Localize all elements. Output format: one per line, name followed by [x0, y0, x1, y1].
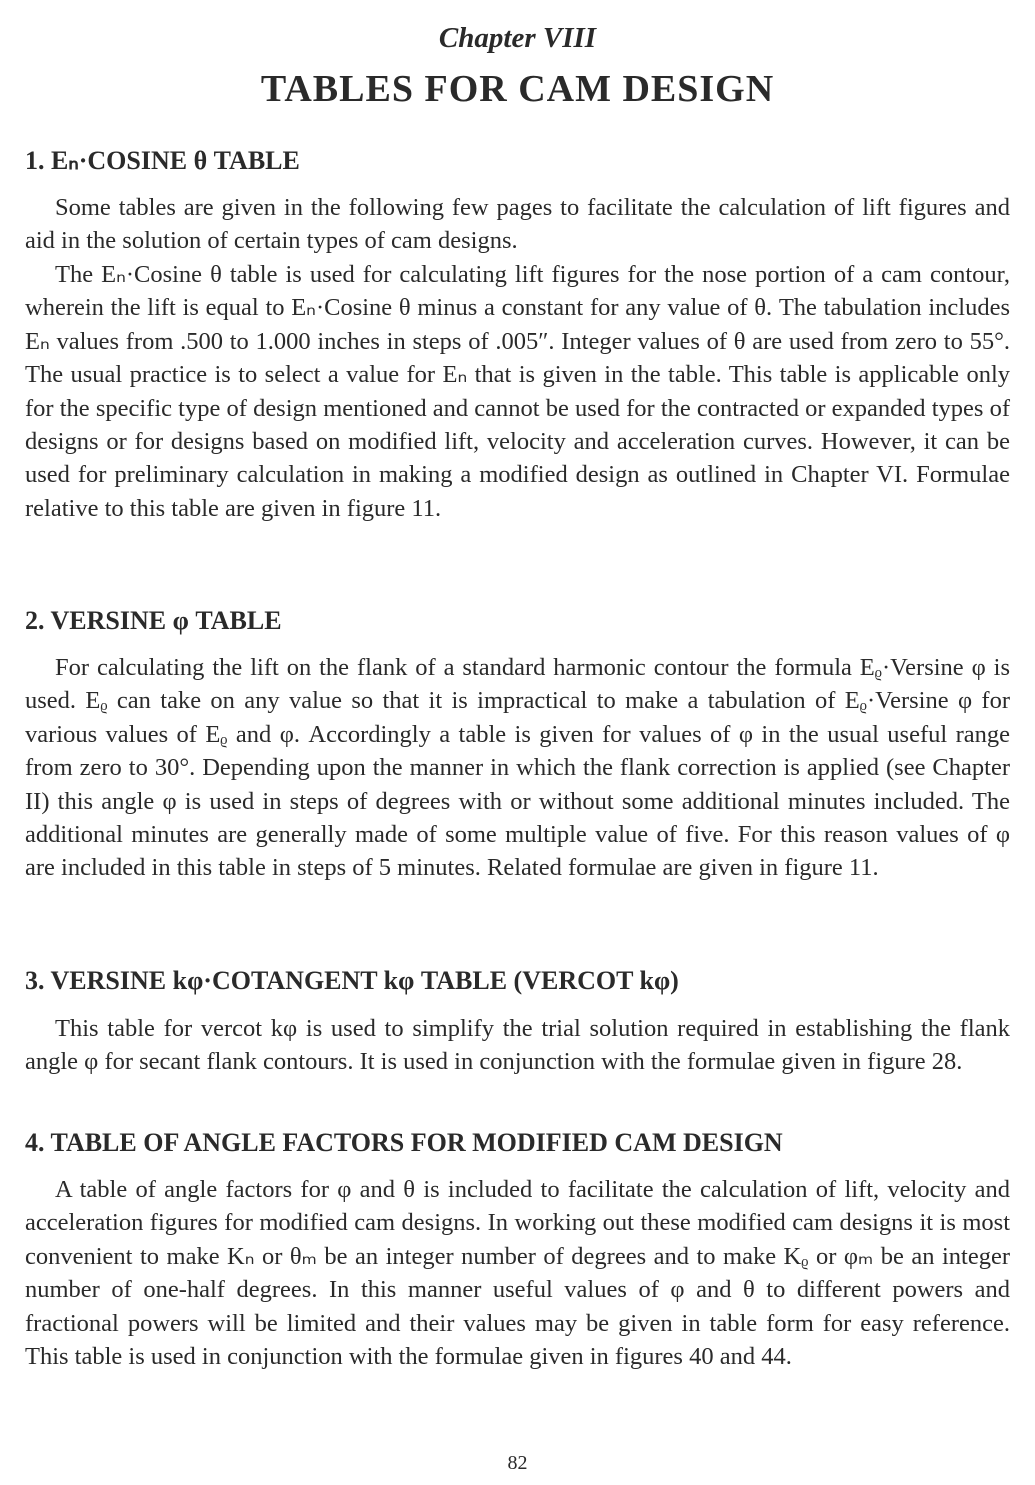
- chapter-label: Chapter VIII: [438, 22, 597, 54]
- section-2-heading: 2. VERSINE φ TABLE: [25, 606, 282, 635]
- section-1-paragraph-1: Some tables are given in the following few pages to facilitate the calculation of lift figures and aid in the solution of certain types of cam designs.: [25, 194, 1010, 255]
- section-2-paragraph-1: For calculating the lift on the flank of a standard harmonic contour the formula Eᵨ·Versine φ is used. Eᵨ can take on any value so that it is impractical to make a tabulation of Eᵨ·Versine φ for various values of Eᵨ and φ. Accordingly a table is given for values of φ in the usual useful range from zero to 30°. Depending upon the manner in which the flank correction is applied (see Chapter II) this angle φ is used in steps of degrees with or without some additional minutes included. The additional minutes are generally made of some multiple value of five. For this reason values of φ are included in this table in steps of 5 minutes. Related formulae are given in figure 11.: [25, 654, 1010, 882]
- chapter-title: TABLES FOR CAM DESIGN: [260, 68, 775, 110]
- section-4-paragraph-1: A table of angle factors for φ and θ is included to facilitate the calculation of lift, velocity and acceleration figures for modified cam designs. In working out these modified cam designs it is most convenient to make Kₙ or θₘ be an integer number of degrees and to make Kᵨ or φₘ be an integer number of one-half degrees. In this manner useful values of φ and θ to different powers and fractional powers will be limited and their values may be given in table form for easy reference. This table is used in conjunction with the formulae given in figures 40 and 44.: [25, 1176, 1010, 1371]
- page-number: 82: [507, 1452, 528, 1474]
- section-4-heading: 4. TABLE OF ANGLE FACTORS FOR MODIFIED CAM DESIGN: [25, 1128, 783, 1157]
- section-1-paragraph-2: The Eₙ·Cosine θ table is used for calculating lift figures for the nose portion of a cam contour, wherein the lift is equal to Eₙ·Cosine θ minus a constant for any value of θ. The tabulation includes Eₙ values from .500 to 1.000 inches in steps of .005″. Integer values of θ are used from zero to 55°. The usual practice is to select a value for Eₙ that is given in the table. This table is applicable only for the specific type of design mentioned and cannot be used for the contracted or expanded types of designs or for designs based on modified lift, velocity and acceleration curves. However, it can be used for preliminary calculation in making a modified design as outlined in Chapter VI. Formulae relative to this table are given in figure 11.: [25, 261, 1010, 522]
- section-3-heading: 3. VERSINE kφ·COTANGENT kφ TABLE (VERCOT kφ): [25, 966, 679, 995]
- section-1-heading: 1. Eₙ·COSINE θ TABLE: [25, 146, 300, 175]
- section-3-paragraph-1: This table for vercot kφ is used to simplify the trial solution required in establishing the flank angle φ for secant flank contours. It is used in conjunction with the formulae given in figure 28.: [25, 1015, 1010, 1076]
